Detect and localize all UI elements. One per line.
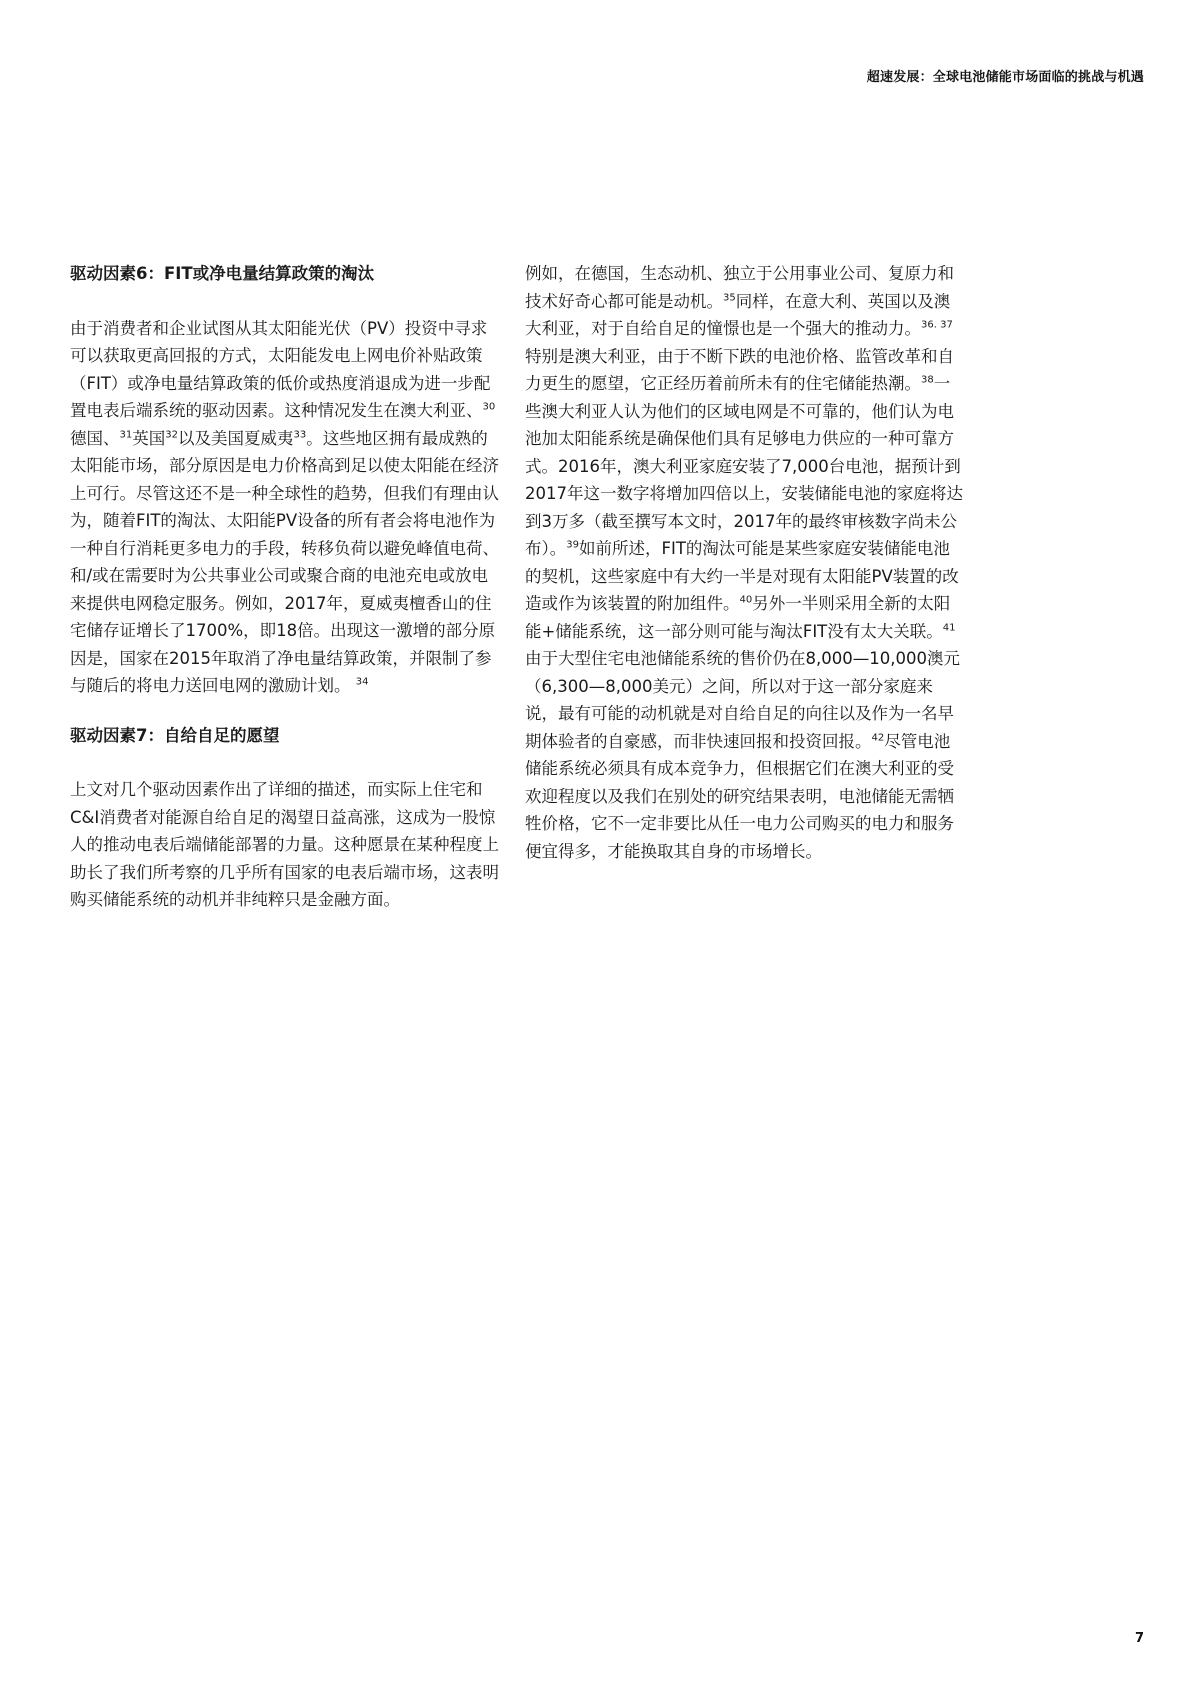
driver6-paragraph: [70, 315, 500, 700]
footnote-ref-32: 32: [165, 429, 178, 440]
driver7-paragraph: 上文对几个驱动因素作出了详细的描述，而实际上住宅和C&I消费者对能源自给自足的渴望日益高涨，这成为一股惊人的推动电表后端储能部署的力量。这种愿景在某种程度上助长了我们所考察的几乎所有国家的电表后端市场，这表明购买储能系统的动机并非纯粹只是金融方面。: [70, 780, 499, 909]
left-column: [70, 260, 500, 936]
footnote-ref-36-37: 36. 37: [921, 319, 953, 331]
driver6-text-3: 英国: [132, 428, 166, 448]
right-text-7: 由于大型住宅电池储能系统的售价仍在8,000—10,000澳元（6,300—8,000美元）之间，所以对于这一部分家庭来说，最有可能的动机就是对自给自足的向往以及作为一名早期体验者的自豪感，而非快速回报和投资回报。: [525, 649, 960, 751]
footnote-ref-35: 35: [723, 292, 736, 303]
footnote-ref-30: 30: [482, 401, 496, 413]
right-text-8: 尽管电池储能系统必须具有成本竞争力，但根据它们在澳大利亚的受欢迎程度以及我们在别处的研究结果表明，电池储能无需牺牲价格，它不一定非要比从任一电力公司购买的电力和服务便宜得多，才能换取其自身的市场增长。: [525, 731, 954, 861]
right-column: [525, 260, 965, 887]
page-number: 7: [1134, 1631, 1144, 1646]
driver6-text-5: 。这些地区拥有最成熟的太阳能市场，部分原因是电力价格高到足以使太阳能在经济上可行。尽管这还不是一种全球性的趋势，但我们有理由认为，随着FIT的淘汰、太阳能PV设备的所有者会将电池作为一种自行消耗更多电力的手段，转移负荷以避免峰值电荷、和/或在需要时为公共事业公司或聚合商的电池充电或放电来提供电网稳定服务。例如，2017年，夏威夷檀香山的住宅储存证增长了1700%，即18倍。出现这一激增的部分原因是，国家在2015年取消了净电量结算政策，并限制了参与随后的将电力送回电网的激励计划。: [70, 428, 499, 695]
driver7-heading: 驱动因素7：自给自足的愿望: [70, 725, 280, 745]
running-header-title: 超速发展：全球电池储能市场面临的挑战与机遇: [866, 70, 1144, 85]
footnote-ref-39: 39: [566, 539, 579, 551]
footnote-ref-38: 38: [921, 374, 934, 386]
right-text-6: 另外一半则采用全新的太阳能+储能系统，这一部分则可能与淘汰FIT没有太大关联。: [525, 594, 951, 641]
driver6-text-4: 以及美国夏威夷: [177, 428, 294, 448]
right-text-4: 一些澳大利亚人认为他们的区域电网是不可靠的，他们认为电池加太阳能系统是确保他们具有足够电力供应的一种可靠方式。2016年，澳大利亚家庭安装了7,000台电池，据预计到2017年这一数字将增加四倍以上，安装储能电池的家庭将达到3万多（截至撰写本文时，2017年的最终审核数字尚未公布）。: [525, 374, 963, 558]
driver6-text-2: 德国、: [70, 428, 120, 448]
footnote-ref-42: 42: [871, 732, 885, 743]
footnote-ref-33: 33: [293, 429, 307, 440]
driver6-text-1: 由于消费者和企业试图从其太阳能光伏（PV）投资中寻求可以获取更高回报的方式，太阳能发电上网电价补贴政策（FIT）或净电量结算政策的低价或热度消退成为进一步配置电表后端系统的驱动因素。这种情况发生在澳大利亚、: [70, 318, 491, 420]
right-text-5: 如前所述，FIT的淘汰可能是某些家庭安装储能电池的契机，这些家庭中有大约一半是对现有太阳能PV装置的改造或作为该装置的附加组件。: [525, 539, 959, 613]
right-column-paragraph: [525, 260, 965, 865]
footnote-ref-41: 41: [942, 622, 956, 633]
footnote-ref-34: 34: [355, 676, 369, 688]
driver6-heading: 驱动因素6：FIT或净电量结算政策的淘汰: [70, 264, 375, 283]
footnote-ref-40: 40: [739, 594, 753, 606]
right-text-3: 特别是澳大利亚，由于不断下跌的电池价格、监管改革和自力更生的愿望，它正经历着前所未有的住宅储能热潮。: [525, 346, 954, 393]
right-text-2: 同样，在意大利、英国以及澳大利亚，对于自给自足的憧憬也是一个强大的推动力。: [525, 291, 951, 338]
footnote-ref-31: 31: [119, 429, 133, 440]
right-text-1: 例如，在德国，生态动机、独立于公用事业公司、复原力和技术好奇心都可能是动机。: [525, 264, 954, 311]
